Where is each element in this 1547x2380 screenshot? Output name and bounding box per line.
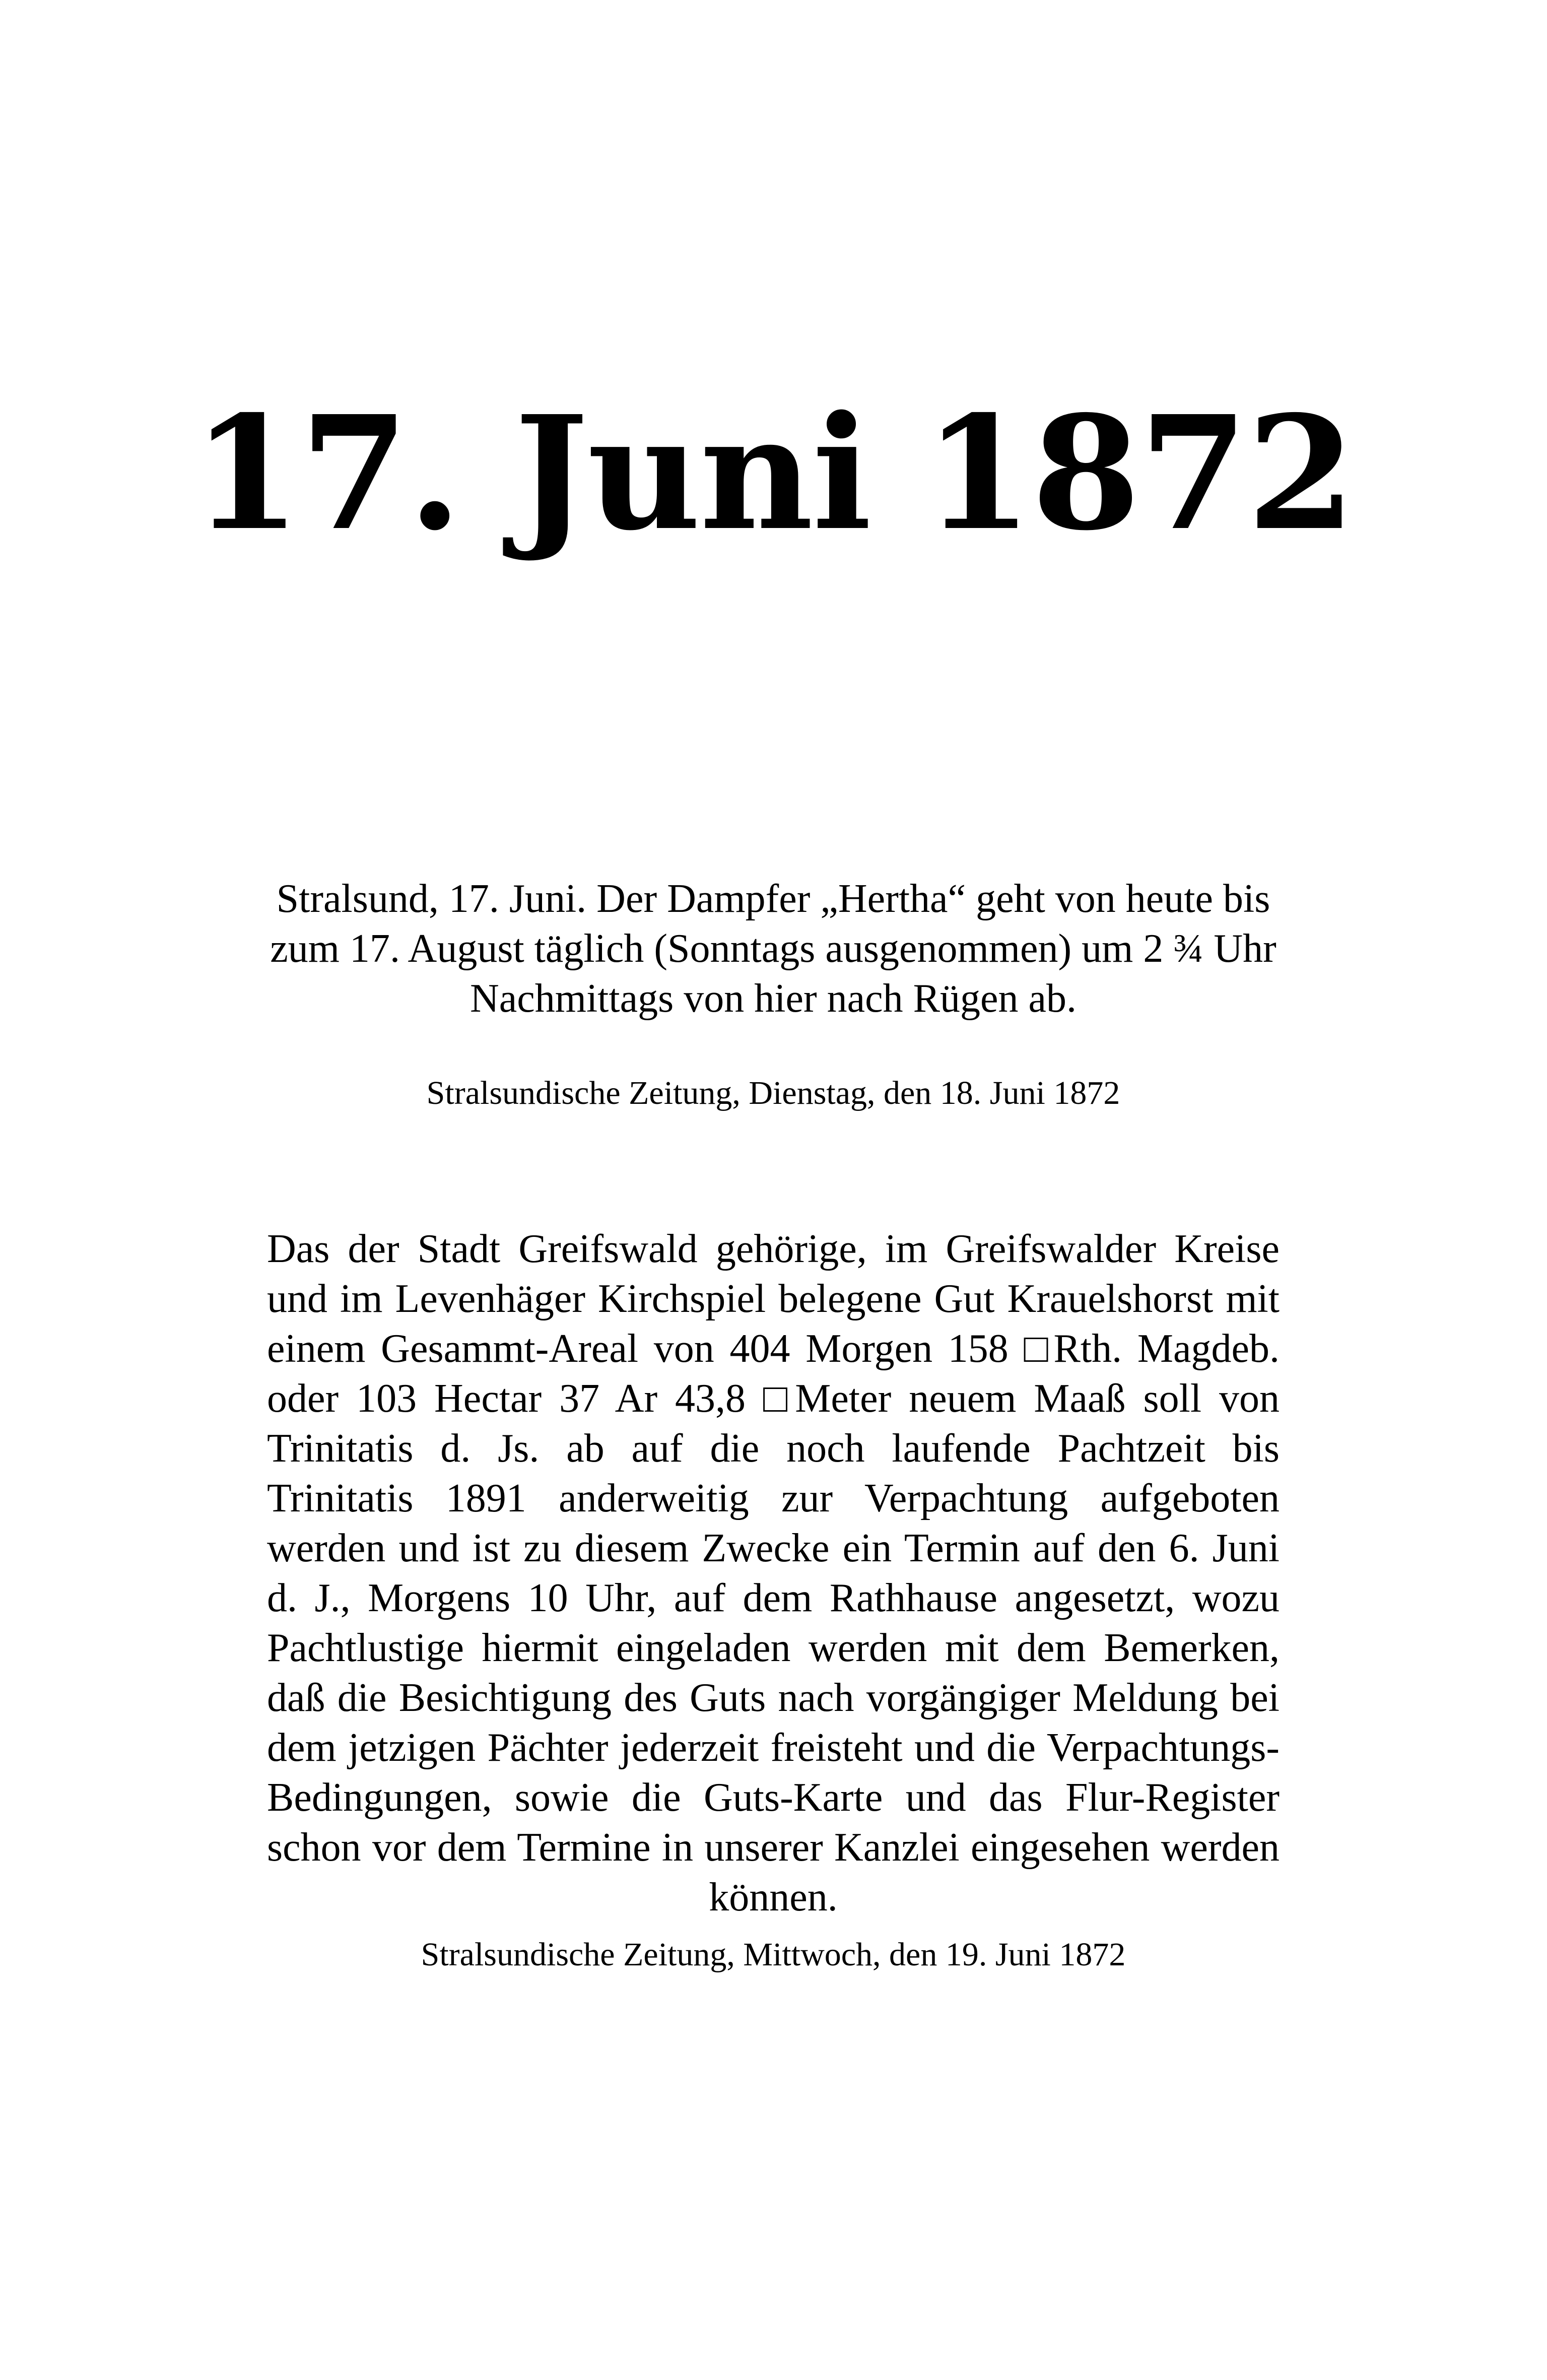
page-title: 17. Juni 1872	[192, 382, 1355, 565]
source-citation-2: Stralsundische Zeitung, Mittwoch, den 19. Juni 1872	[421, 1936, 1126, 1973]
source-citation-1: Stralsundische Zeitung, Dienstag, den 18. Juni 1872	[426, 1075, 1120, 1111]
article-krauelshorst-lease: Das der Stadt Greifswald gehörige, im Greifswalder Kreise und im Levenhäger Kirchspiel belegene Gut Krauelshorst mit einem Gesammt-Areal von 404 Morgen 158 □Rth. Magdeb. oder 103 Hectar 37 Ar 43,8 □Meter neuem Maaß soll von Trinitatis d. Js. ab auf die noch laufende Pachtzeit bis Trinitatis 1891 anderweitig zur Verpachtung aufgeboten werden und ist zu diesem Zwecke ein Termin auf den 6. Juni d. J., Morgens 10 Uhr, auf dem Rathhause angesetzt, wozu Pachtlustige hiermit eingeladen werden mit dem Bemerken, daß die Besichtigung des Guts nach vorgängiger Meldung bei dem jetzigen Pächter jederzeit freisteht und die Verpachtungs-Bedingungen, sowie die Guts-Karte und das Flur-Register schon vor dem Termine in unserer Kanzlei eingesehen werden können.	[267, 1227, 1280, 1920]
article-steamer-hertha: Stralsund, 17. Juni. Der Dampfer „Hertha“ geht von heute bis zum 17. August täglich (Sonntags ausgenommen) um 2 ¾ Uhr Nachmittags von hier nach Rügen ab.	[270, 877, 1276, 1021]
